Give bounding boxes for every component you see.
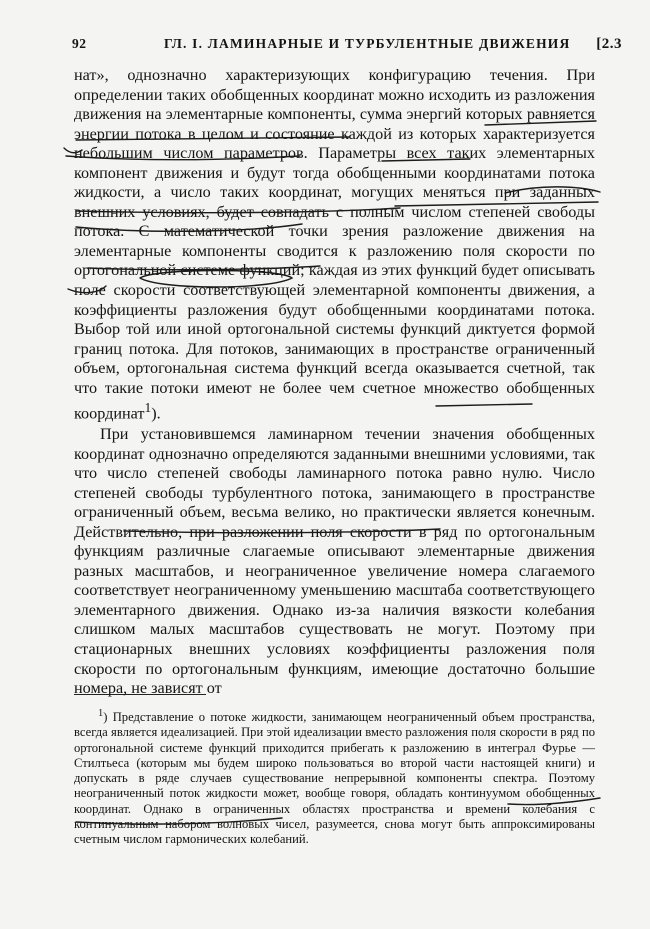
running-title: ГЛ. I. ЛАМИНАРНЫЕ И ТУРБУЛЕНТНЫЕ ДВИЖЕНИЯ — [164, 36, 571, 51]
page-number: 92 — [72, 36, 87, 51]
paragraph-2 — [74, 425, 595, 699]
paragraph-2-text: При установившемся ламинарном течении значения обобщенных координат однозначно определяются заданными внешними условиями, так что число степеней свободы ламинарного потока равно нулю. Число степеней свободы турбулентного потока, занимающего в пространстве ограниченный объем, весьма велико, но практически является конечным. Действительно, при разложении поля скорости в ряд по ортогональным функциям различные слагаемые описывают элементарные движения разных масштабов, и неограниченное увеличение номера слагаемого соответствует неограниченному уменьшению масштаба соответствующего элементарного движения. Однако из-за наличия вязкости колебания слишком малых масштабов существовать не могут. Поэтому при стационарных внешних условиях коэффициенты разложения поля скорости по ортогональным функциям, имеющие достаточно большие номера, не зависят от — [74, 425, 595, 698]
footnote-text: ) Представление о потоке жидкости, занимающем неограниченный объем пространства, всегда является идеализацией. При этой идеализации вместо разложения поля скорости в ряд по ортогональной системе функций приходится прибегать к разложению в интеграл Фурье — Стилтьеса (которым мы будем широко пользоваться во второй части настоящей книги) и допускать в ряде случаев существование непрерывной компоненты спектра. Поэтому неограниченный поток жидкости может, вообще говоря, обладать континуумом обобщенных координат. Однако в ограниченных областях пространства и времени колебания с континуальным набором волновых чисел, разумеется, снова могут быть аппроксимированы счетным числом гармонических колебаний. — [74, 710, 595, 847]
paragraph-1-text: нат», однозначно характеризующих конфигурацию течения. При определении таких обобщенных координат можно исходить из разложения движения на элементарные компоненты, сумма энергий которых равняется энергии потока в целом и состояние каждой из которых характеризуется небольшим числом параметров. Параметры всех таких элементарных компонент движения и будут тогда обобщенными координатами потока жидкости, а число таких координат, могущих меняться при заданных внешних условиях, будет совпадать с полным числом степеней свободы потока. С математической точки зрения разложение движения на элементарные компоненты сводится к разложению поля скорости по ортогональной системе функций; каждая из этих функций будет описывать поле скорости соответствующей элементарной компоненты движения, а коэффициенты разложения будут обобщенными координатами потока. Выбор той или иной ортогональной системы функций диктуется формой границ потока. Для потоков, занимающих в пространстве ограниченный объем, ортогональная система функций всегда оказывается счетной, так что такие потоки имеют не более чем счетное множество обобщенных координат — [74, 66, 595, 423]
footnote-separator — [74, 694, 206, 695]
running-header — [72, 36, 622, 58]
footnote — [74, 706, 595, 847]
footnote-mark: 1 — [98, 708, 104, 719]
paragraph-1 — [74, 66, 595, 424]
paragraph-1-end: ). — [151, 404, 161, 423]
section-number: [2.3 — [596, 36, 622, 52]
footnote-reference: 1 — [144, 400, 152, 416]
